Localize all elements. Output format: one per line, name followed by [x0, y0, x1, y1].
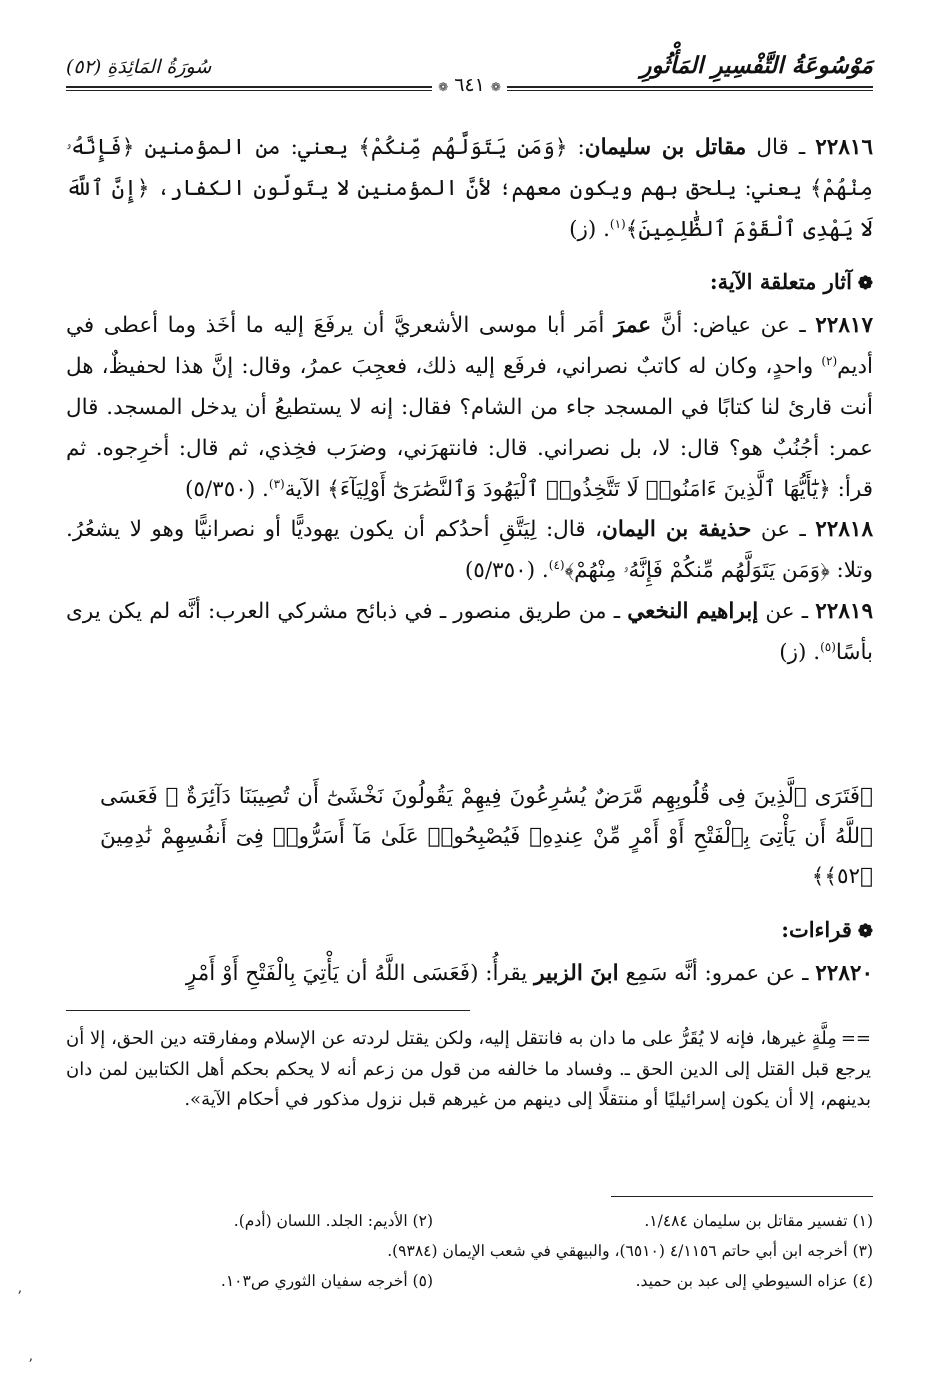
footnote-ref: (٥): [820, 639, 836, 654]
narration-text: يقرأُ: (فَعَسَى اللَّهُ أن يَأْتِيَ بِالْفَتْحِ أَوْ أَمْرٍ: [185, 961, 535, 986]
narration-tail: . (٥/٣٥٠): [184, 476, 269, 502]
footnote-3: (٣) أخرجه ابن أبي حاتم ٤/١١٥٦ (٦٥١٠)، والبيهقي في شعب الإيمان (٩٣٨٤).: [387, 1242, 873, 1260]
section-title: قراءات:: [781, 917, 852, 942]
narration-number: ٢٢٨١٨: [815, 517, 873, 543]
narration-number: ٢٢٨١٦: [815, 135, 873, 160]
section-title: آثار متعلقة الآية:: [709, 269, 852, 295]
narrator-name: حذيفة بن اليمان: [602, 517, 752, 543]
narrator-name: ابنَ الزبير: [534, 961, 619, 986]
narration-text: أمَر أبا موسى الأشعريَّ أن يرفَعَ إليه ما أخَذ وما أعطى في أديم: [66, 313, 873, 380]
narration-number: ٢٢٨٢٠: [815, 961, 873, 986]
narration-lead: ـ قال: [746, 135, 816, 160]
footnote-text: مِلَّةٍ غيرها، فإنه لا يُقَرُّ على ما دان به فانتقل إليه، ولكن يقتل لردته عن الإسلام ومفارقته دين الحق، إلا أن يرجع قبل القتل إلى الدين الحق ـ. وفساد ما خالفه من قول من زعم أنه لا يحكم بحكم أهل الكتابين لمن دان بدينهم، إلا أن يكون إسرائيليًا أو منتقلًا إلى دينهم من غيرهم قبل نزول مذكور في أحكام الآية».: [66, 1028, 871, 1111]
narration-text: ـ من طريق منصور ـ في ذبائح مشركي العرب: أنَّه لم يكن يرى بأسًا: [66, 598, 873, 665]
narration-lead: ـ عن عمرو: أنَّه سَمِع: [618, 961, 816, 986]
narration-tail: . (٥/٣٥٠): [464, 558, 549, 584]
page-header: [66, 48, 873, 96]
narration-22816: [66, 128, 873, 250]
flower-icon: ❁: [857, 921, 873, 942]
footnote-separator: [66, 1010, 470, 1011]
narration-text: واحدٍ، وكان له كاتبٌ نصراني، فرفَع إليه ذلك، فعجِبَ عمرُ، وقال: إنَّ هذا لحفيظٌ، هل أنت قارئ لنا كتابًا في المسجد جاء من الشام؟ فقال: إنه لا يستطيعُ أن يدخل المسجد. قال عمر: أجُنُبٌ هو؟ قال: لا، بل نصراني. قال: فانتهرَني، وضرَب فخِذي، ثم قال: أخرِجوه. ثم قرأ: ﴿يَٰٓأَيُّهَا ٱلَّذِينَ ءَامَنُوا۟ لَا تَتَّخِذُوا۟ ٱلْيَهُودَ وَٱلنَّصَٰرَىٰٓ أَوْلِيَآءَ﴾ الآية: [66, 354, 873, 502]
footnote-separator-short: [611, 1196, 873, 1197]
narration-number: ٢٢٨١٧: [815, 313, 873, 339]
footnote-1: (١) تفسير مقاتل بن سليمان ١/٤٨٤.: [644, 1212, 873, 1230]
narration-22817: [66, 306, 873, 510]
flower-icon: ❁: [857, 273, 873, 295]
narration-22819: [66, 592, 873, 674]
narration-tail: . (ز): [779, 639, 821, 665]
footnote-2: (٢) الأديم: الجلد. اللسان (أدم).: [233, 1212, 433, 1230]
footnote-ref: (٣): [268, 476, 285, 491]
main-text: [66, 128, 873, 674]
footnote-row: [66, 1206, 873, 1236]
narration-22820: [66, 954, 873, 995]
footnote-ref: (٢): [821, 354, 838, 369]
footnotes: [66, 1206, 873, 1296]
ornament-icon: ❁: [438, 80, 449, 94]
footnote-row: [66, 1266, 873, 1296]
narration-lead: ـ عن: [758, 598, 816, 624]
book-title: مَوْسُوعَةُ التَّفْسِيرِ المَأْثُورِ: [640, 52, 873, 79]
narration-lead: ـ عن عياض: أنَّ: [651, 313, 816, 339]
footnote-4: (٤) عزاه السيوطي إلى عبد بن حميد.: [635, 1272, 873, 1290]
footnote-row: [66, 1236, 873, 1266]
narration-text: ، قال: لِيَتَّقِ أحدُكم أن يكون يهوديًّا أو نصرانيًّا وهو لا يشعُرُ. وتلا: ﴿وَمَن يَتَوَلَّهُم مِّنكُمْ فَإِنَّهُۥ مِنْهُمْ﴾: [66, 517, 873, 584]
footnote-continuation: [66, 1024, 871, 1116]
narrator-name: عمرَ: [613, 313, 652, 339]
page-number: ٦٤١: [454, 74, 485, 96]
footnote-ref: (١): [609, 216, 626, 231]
narration-number: ٢٢٨١٩: [815, 598, 873, 624]
scan-mark: ʼ: [17, 1289, 22, 1305]
narrator-name: إبراهيم النخعي: [627, 598, 759, 624]
narration-tail: . (ز): [569, 216, 610, 242]
narration-lead: ـ عن: [751, 517, 816, 543]
narrator-name: مقاتل بن سليمان: [584, 135, 747, 160]
surah-label: سُورَةُ المَائِدَةِ (٥٢): [66, 56, 212, 78]
narration-22818: [66, 510, 873, 592]
ornament-icon: ❁: [490, 80, 501, 94]
footnote-ref: (٤): [548, 558, 565, 573]
qiraat-section: [66, 898, 873, 995]
continuation-mark: ==: [840, 1028, 871, 1049]
quran-verse: ﴿فَتَرَى ٱلَّذِينَ فِى قُلُوبِهِم مَّرَضٌ يُسَٰرِعُونَ فِيهِمْ يَقُولُونَ نَخْشَىٰٓ أَن تُصِيبَنَا دَآئِرَةٌ ۚ فَعَسَى ٱللَّهُ أَن يَأْتِىَ بِٱلْفَتْحِ أَوْ أَمْرٍ مِّنْ عِندِهِۦ فَيُصْبِحُوا۟ عَلَىٰ مَآ أَسَرُّوا۟ فِىٓ أَنفُسِهِمْ نَٰدِمِينَ ﴿٥٢﴾﴾: [100, 784, 873, 889]
footnote-5: (٥) أخرجه سفيان الثوري ص١٠٣.: [220, 1272, 433, 1290]
section-heading-qiraat: [66, 914, 873, 948]
section-heading-athar: [66, 266, 873, 300]
narration-text: : ﴿وَمَن يَتَوَلَّهُم مِّنكُمْ﴾ يعني: من المؤمنين ﴿فَإِنَّهُۥ مِنْهُمْ﴾ يعني: يلحق بهم ويكون معهم؛ لأنَّ المؤمنين لا يتَولّون الكفار، ﴿إِنَّ ٱللَّهَ لَا يَهْدِى ٱلْقَوْمَ ٱلظَّٰلِمِينَ﴾: [66, 135, 873, 242]
scan-mark: ʼ: [28, 1357, 33, 1373]
